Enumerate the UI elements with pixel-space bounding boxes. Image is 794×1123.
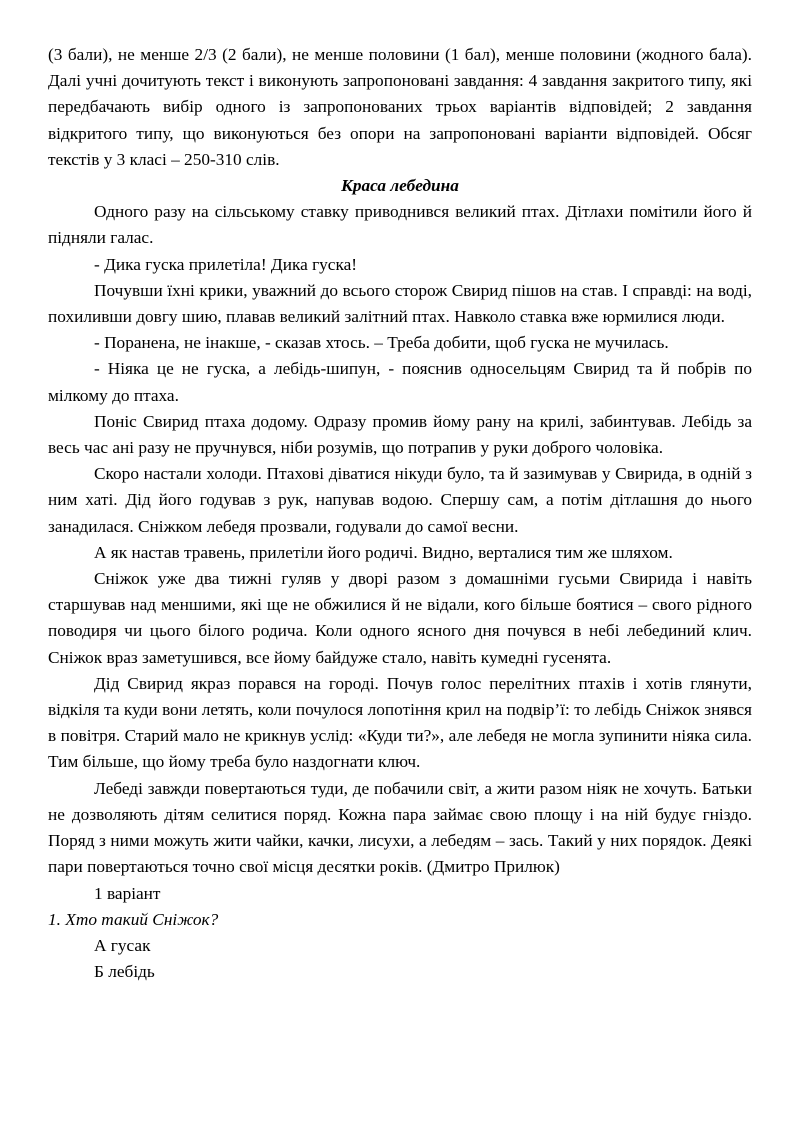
story-paragraph: - Ніяка це не гуска, а лебідь-шипун, - пояснив односельцям Свирид та й побрів по мілкому до птаха. <box>48 359 752 405</box>
story-paragraph: Скоро настали холоди. Птахові діватися нікуди було, та й зазимував у Свирида, в одній з ним хаті. Дід його годував з рук, напував водою. Спершу сам, а потім дітлашня до нього занадилася. Сніжком лебедя прозвали, годували до самої весни. <box>48 464 752 536</box>
story-paragraph: Сніжок уже два тижні гуляв у дворі разом з домашніми гусьми Свирида і навіть старшував над меншими, які ще не обжилися й не відали, кого більше боятися – свого рідного поводиря чи цього білого родича. Коли одного ясного дня почувся в небі лебединий клич. Сніжок враз заметушився, все йому байдуже стало, навіть кумедні гусенята. <box>48 569 752 667</box>
document-page <box>48 42 752 985</box>
story-paragraph: Поніс Свирид птаха додому. Одразу промив йому рану на крилі, забинтував. Лебідь за весь час ані разу не пручнувся, ніби розумів, що потрапив у руки доброго чоловіка. <box>48 411 752 458</box>
story-title: Краса лебедина <box>341 176 459 196</box>
story-paragraph: А як настав травень, прилетіли його родичі. Видно, верталися тим же шляхом. <box>94 542 673 562</box>
variant-label: 1 варіант <box>94 883 161 903</box>
intro-paragraph: (3 бали), не менше 2/3 (2 бали), не менше половини (1 бал), менше половини (жодного бала). Далі учні дочитують текст і виконують запропоновані завдання: 4 завдання закритого типу, які передбачають вибір одного із запропонованих трьох варіантів відповідей; 2 завдання відкритого типу, що виконуються без опори на запропоновані варіанти відповідей. Обсяг текстів у 3 класі – 250-310 слів. <box>48 45 752 169</box>
story-paragraph: Лебеді завжди повертаються туди, де побачили світ, а жити разом ніяк не хочуть. Батьки не дозволяють дітям селитися поряд. Кожна пара займає свою площу і на ній будує гніздо. Поряд з ними можуть жити чайки, качки, лисухи, а лебедям – зась. Такий у них порядок. Деякі пари повертаються точно свої місця десятки років. (Дмитро Прилюк) <box>48 778 752 877</box>
question-1: 1. Хто такий Сніжок? <box>48 909 219 929</box>
story-paragraph: - Дика гуска прилетіла! Дика гуска! <box>94 254 358 274</box>
answer-option-b: Б лебідь <box>94 962 155 982</box>
story-paragraph: - Поранена, не інакше, - сказав хтось. – Треба добити, щоб гуска не мучилась. <box>94 333 669 353</box>
story-paragraph: Дід Свирид якраз порався на городі. Почув голос перелітних птахів і хотів глянути, відкіля та куди вони летять, коли почулося лопотіння крил на подвір’ї: то лебідь Сніжок знявся в повітря. Старий мало не крикнув услід: «Куди ти?», але лебедя не могла зупинити ніяка сила. Тим більше, що йому треба було наздогнати ключ. <box>48 673 752 772</box>
story-paragraph: Почувши їхні крики, уважний до всього сторож Свирид пішов на став. І справді: на воді, похиливши довгу шию, плавав великий залітний птах. Навколо ставка вже юрмилися люди. <box>48 280 752 327</box>
story-paragraph: Одного разу на сільському ставку приводнився великий птах. Дітлахи помітили його й підняли галас. <box>48 202 752 248</box>
answer-option-a: А гусак <box>94 935 151 955</box>
